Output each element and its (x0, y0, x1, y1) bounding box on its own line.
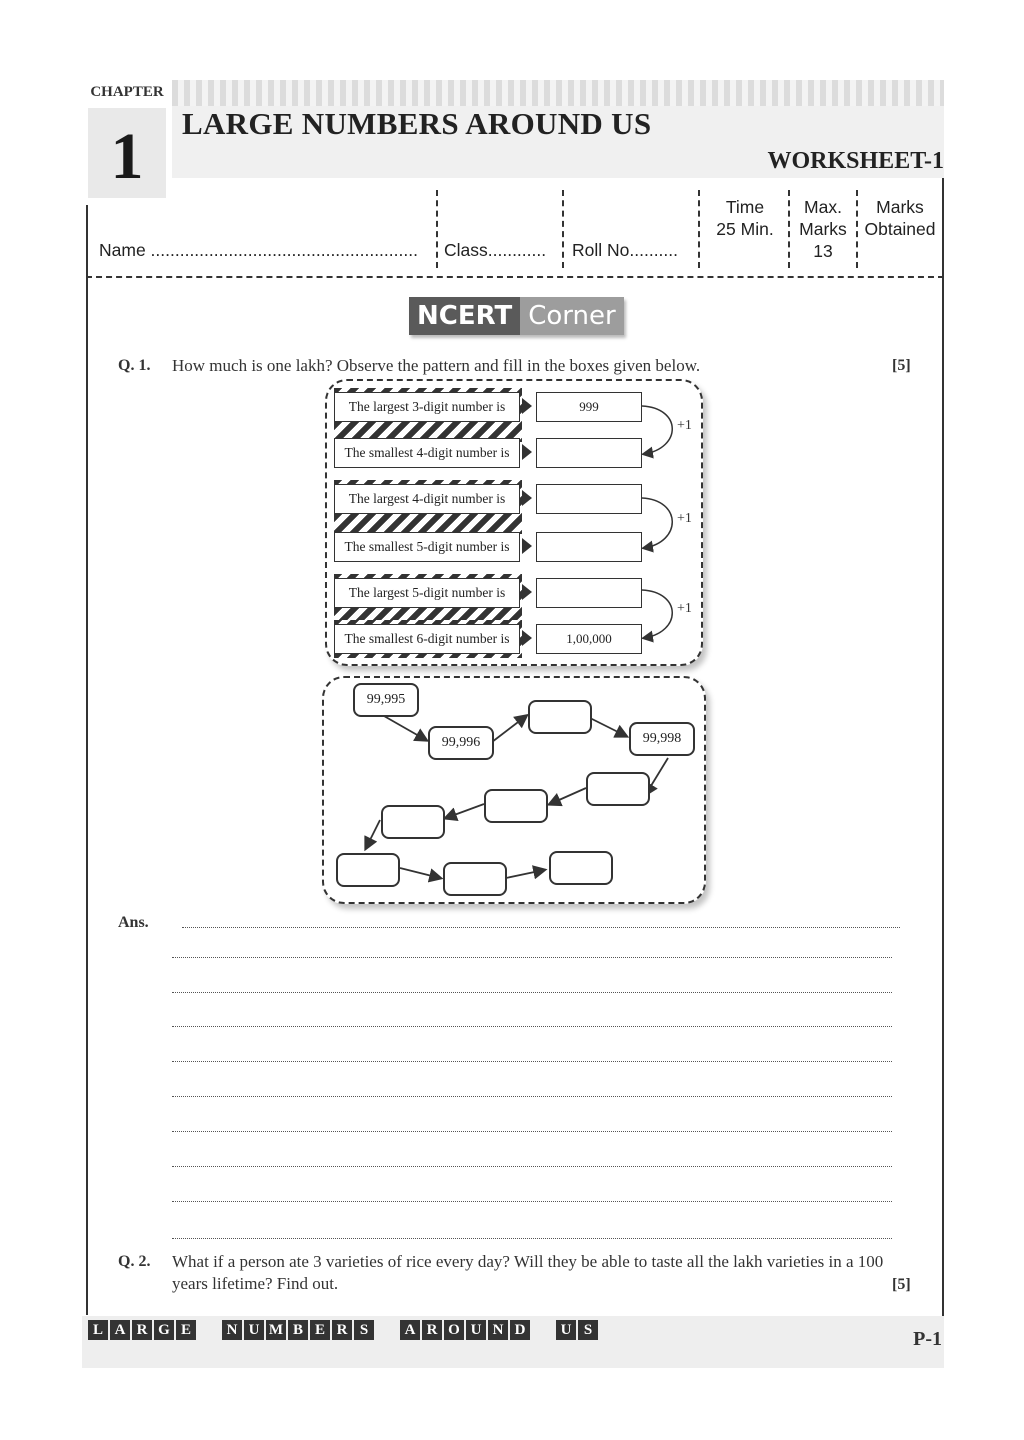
max-label: Max. (804, 197, 842, 217)
answer-box[interactable] (536, 532, 642, 562)
chapter-title: LARGE NUMBERS AROUND US (182, 106, 652, 141)
question-text: What if a person ate 3 varieties of rice every day? Will they be able to taste all the lakh varieties in a 100 (172, 1252, 884, 1271)
marks-obtained-cell (860, 196, 940, 240)
sequence-box[interactable] (586, 772, 650, 806)
sequence-box[interactable] (484, 789, 548, 823)
ncert-corner-badge (409, 297, 624, 335)
obtained-label-2: Obtained (864, 219, 936, 239)
answer-line[interactable] (182, 927, 900, 928)
sequence-box[interactable] (549, 851, 613, 885)
footer-letter-tile: D (510, 1320, 530, 1340)
footer-letter-tile: A (110, 1320, 130, 1340)
roll-field[interactable]: Roll No.......... (572, 240, 678, 260)
answer-line[interactable] (172, 1238, 892, 1239)
footer-letter-tile: N (222, 1320, 242, 1340)
question-text: How much is one lakh? Observe the pattern and fill in the boxes given below. (172, 356, 701, 375)
answer-box[interactable] (536, 484, 642, 514)
footer-letter-tile: E (310, 1320, 330, 1340)
answer-box[interactable] (536, 578, 642, 608)
row-label: The smallest 5-digit number is (334, 532, 520, 562)
divider (856, 190, 858, 268)
page-number: P-1 (913, 1328, 942, 1350)
footer-letter-tile: G (154, 1320, 174, 1340)
corner-label: Corner (520, 297, 623, 335)
pointer-arrow-icon (522, 398, 532, 414)
row-label: The smallest 4-digit number is (334, 438, 520, 468)
answer-box[interactable]: 999 (536, 392, 642, 422)
time-cell (704, 196, 786, 240)
footer-letter-tile: L (88, 1320, 108, 1340)
footer-letter-tile: U (556, 1320, 576, 1340)
answer-line[interactable] (172, 1026, 892, 1027)
sequence-box[interactable]: 99,996 (428, 726, 494, 760)
footer-letter-tile: N (488, 1320, 508, 1340)
obtained-label: Marks (876, 197, 924, 217)
footer-letter-tile: U (466, 1320, 486, 1340)
footer-letter-tile: M (266, 1320, 286, 1340)
pointer-arrow-icon (522, 538, 532, 554)
chapter-number: 1 (88, 108, 166, 200)
footer-title (88, 1320, 598, 1340)
max-value: 13 (813, 241, 833, 261)
plus-one: +1 (677, 418, 692, 433)
answer-line[interactable] (172, 1166, 892, 1167)
class-field[interactable]: Class............ (444, 240, 547, 260)
ncert-label: NCERT (409, 297, 520, 335)
name-field[interactable]: Name ....................................................... (99, 240, 418, 260)
question-number: Q. 2. (118, 1253, 151, 1270)
answer-line[interactable] (172, 1201, 892, 1202)
row-label: The largest 5-digit number is (334, 578, 520, 608)
sequence-box[interactable]: 99,998 (629, 722, 695, 756)
plus-one: +1 (677, 511, 692, 526)
time-value: 25 Min. (716, 219, 774, 239)
answer-line[interactable] (172, 1096, 892, 1097)
footer-letter-tile: R (332, 1320, 352, 1340)
footer-letter-tile: S (578, 1320, 598, 1340)
pointer-arrow-icon (522, 584, 532, 600)
divider (562, 190, 564, 268)
pointer-arrow-icon (522, 630, 532, 646)
row-label: The largest 4-digit number is (334, 484, 520, 514)
sequence-box[interactable] (443, 862, 507, 896)
answer-box[interactable] (536, 438, 642, 468)
sequence-box[interactable] (528, 700, 592, 734)
answer-line[interactable] (172, 1131, 892, 1132)
footer-letter-tile: R (132, 1320, 152, 1340)
footer-letter-tile: O (444, 1320, 464, 1340)
worksheet-title: WORKSHEET-1 (767, 148, 944, 174)
pointer-arrow-icon (522, 444, 532, 460)
divider (788, 190, 790, 268)
footer-word (222, 1320, 374, 1340)
footer-letter-tile: A (400, 1320, 420, 1340)
footer-letter-tile: E (176, 1320, 196, 1340)
answer-box[interactable]: 1,00,000 (536, 624, 642, 654)
answer-label: Ans. (118, 914, 149, 931)
header-stripe (172, 80, 944, 106)
pointer-arrow-icon (522, 490, 532, 506)
question-number: Q. 1. (118, 357, 151, 374)
left-border (86, 205, 88, 1315)
footer-letter-tile: S (354, 1320, 374, 1340)
footer-letter-tile: B (288, 1320, 308, 1340)
answer-line[interactable] (172, 957, 892, 958)
divider (436, 190, 438, 268)
question-marks: [5] (892, 357, 911, 374)
footer-letter-tile: U (244, 1320, 264, 1340)
question-marks: [5] (892, 1276, 911, 1293)
footer-word (400, 1320, 530, 1340)
sequence-box[interactable]: 99,995 (353, 683, 419, 717)
info-bottom-rule (86, 276, 944, 278)
answer-line[interactable] (172, 1061, 892, 1062)
question-text-cont: years lifetime? Find out. (172, 1274, 339, 1293)
footer-letter-tile: R (422, 1320, 442, 1340)
footer-word (88, 1320, 196, 1340)
row-label: The largest 3-digit number is (334, 392, 520, 422)
divider (698, 190, 700, 268)
plus-one: +1 (677, 601, 692, 616)
answer-line[interactable] (172, 992, 892, 993)
time-label: Time (725, 197, 765, 217)
max-marks-cell (792, 196, 854, 262)
right-border (942, 178, 944, 1316)
sequence-box[interactable] (381, 805, 445, 839)
sequence-box[interactable] (336, 853, 400, 887)
row-label: The smallest 6-digit number is (334, 624, 520, 654)
footer-word (556, 1320, 598, 1340)
max-label-2: Marks (799, 219, 847, 239)
chapter-label: CHAPTER (90, 84, 164, 100)
